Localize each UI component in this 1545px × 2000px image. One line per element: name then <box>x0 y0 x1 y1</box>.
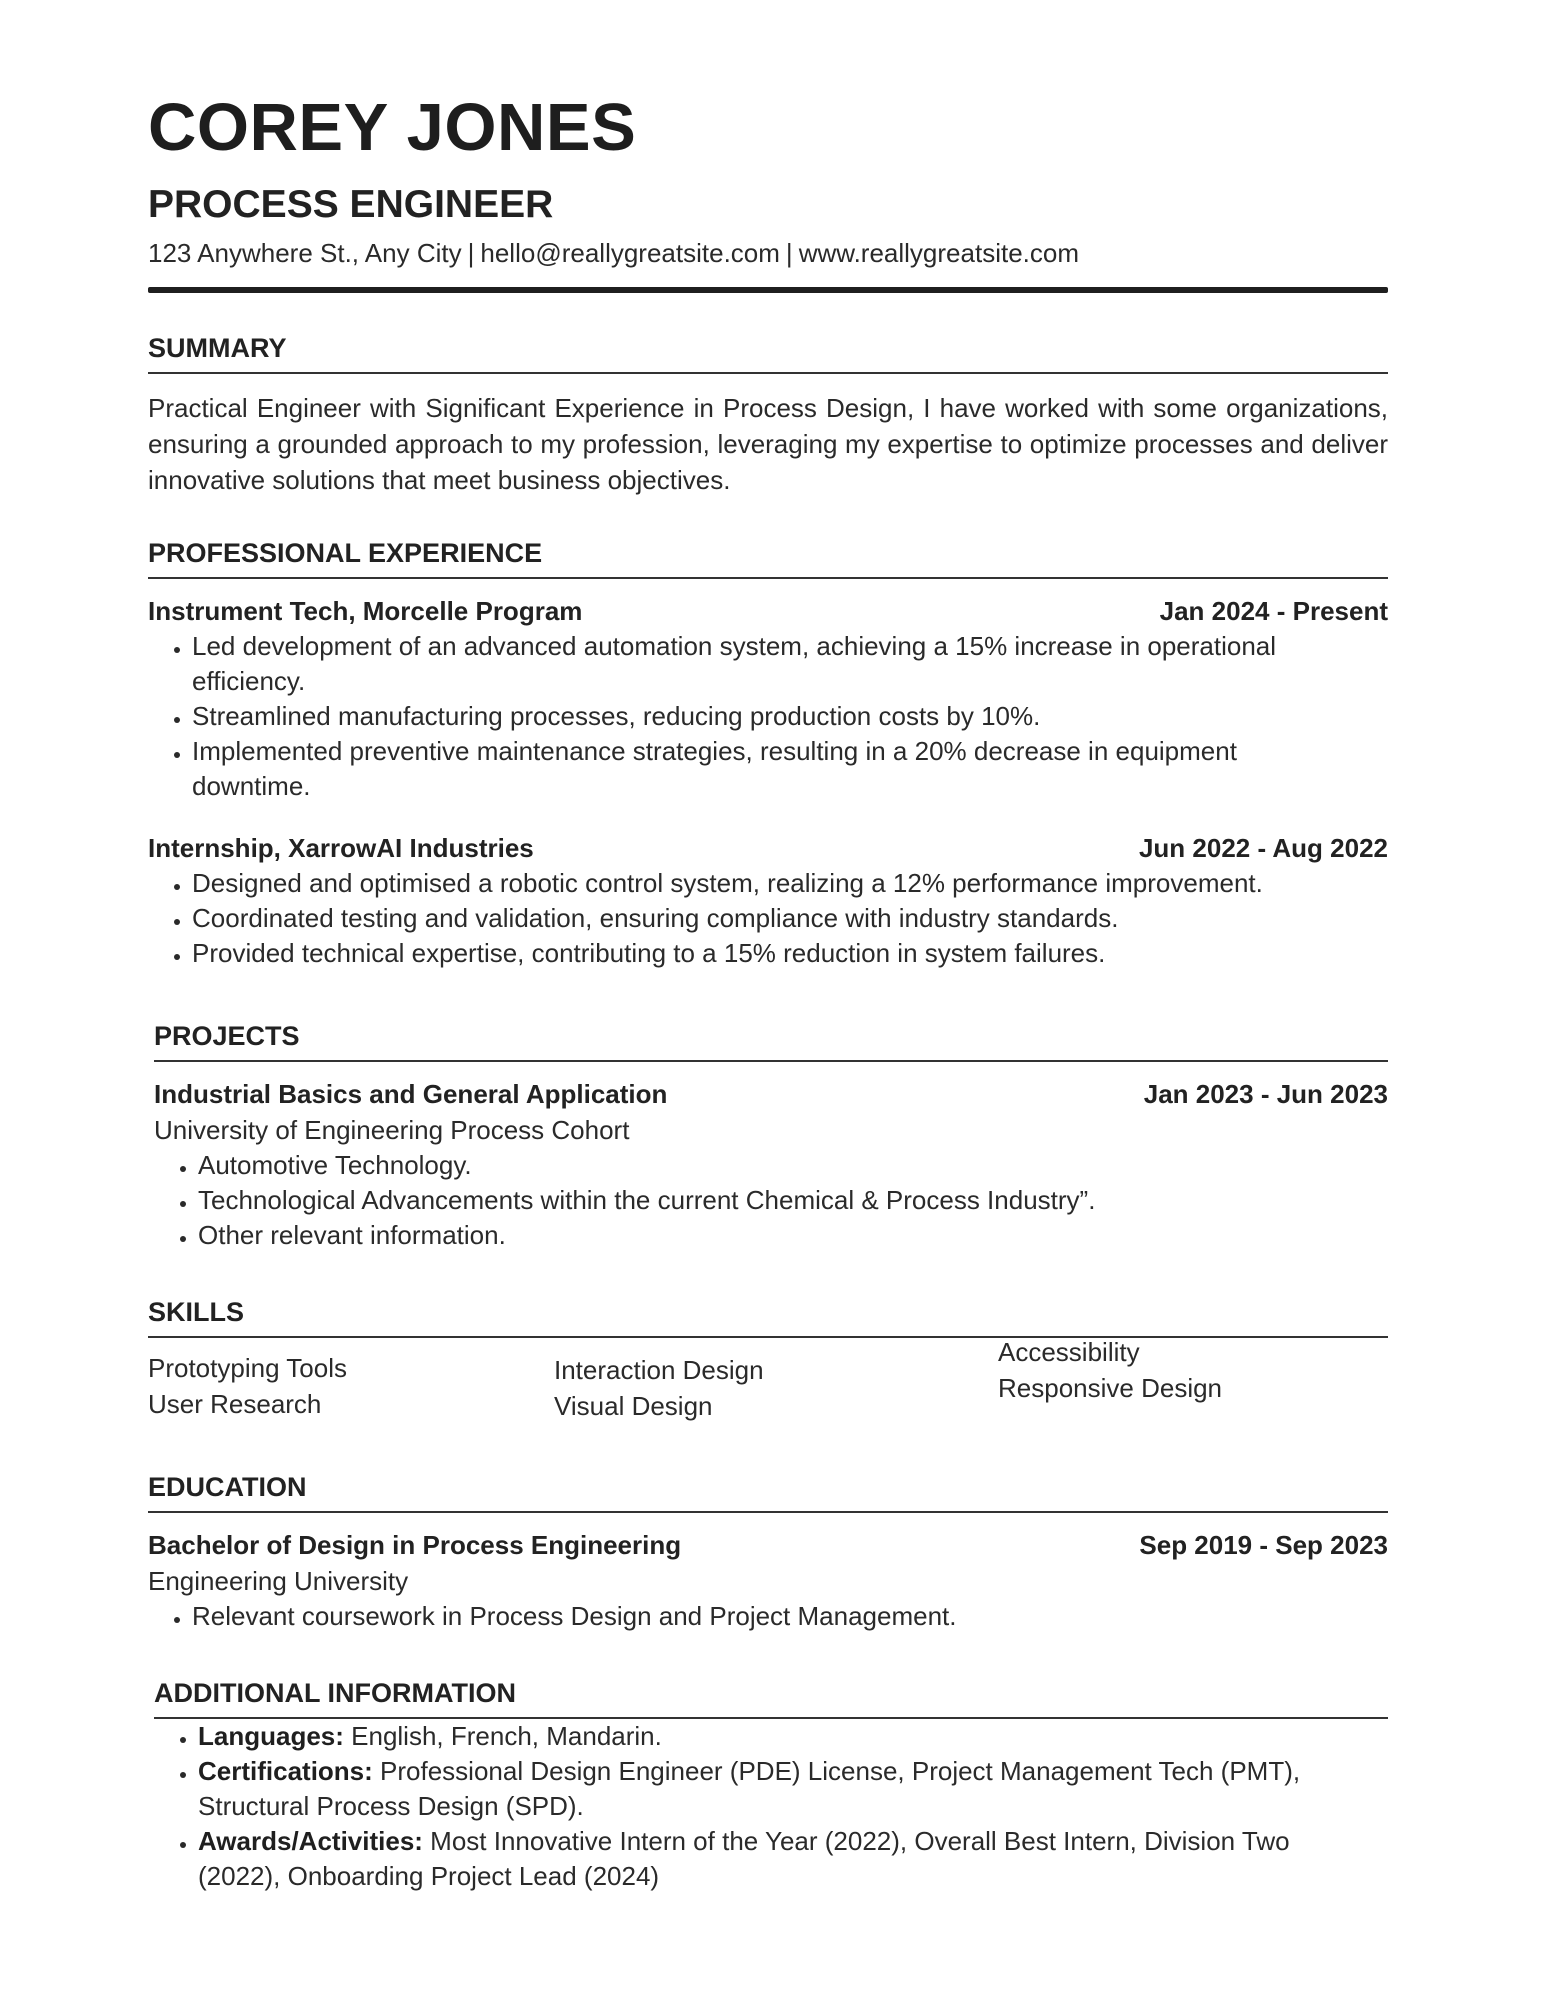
entry-header <box>148 1527 1388 1563</box>
header-divider <box>148 287 1388 293</box>
list-item: • Streamlined manufacturing processes, reducing production costs by 10%. <box>192 699 1352 734</box>
summary-text: Practical Engineer with Significant Experience in Process Design, I have worked with some organizations, ensuring a grounded approach to my profession, leveraging my expertise to optimize processes and deliver innovative solutions that meet business objectives. <box>148 393 1388 496</box>
job-bullets <box>148 629 1352 804</box>
skills-column <box>998 1334 1388 1424</box>
skills-column <box>554 1350 998 1424</box>
list-item <box>198 1754 1358 1824</box>
summary-section <box>148 335 1388 498</box>
additional-section <box>154 1680 1388 1894</box>
contact-line <box>148 238 1388 269</box>
contact-website[interactable]: www.reallygreatsite.com <box>798 238 1079 268</box>
contact-email[interactable]: hello@reallygreatsite.com <box>480 238 780 268</box>
list-item: • Designed and optimised a robotic control system, realizing a 12% performance improvement. <box>192 866 1388 901</box>
skill-item: Prototyping Tools <box>148 1353 347 1384</box>
section-title-projects: PROJECTS <box>154 1023 1388 1062</box>
resume-page <box>148 88 1388 1894</box>
list-item: • Technological Advancements within the current Chemical & Process Industry”. <box>198 1183 1388 1218</box>
education-section <box>148 1474 1388 1634</box>
job-bullets <box>148 866 1388 971</box>
skill-item: User Research <box>148 1389 322 1420</box>
job-dates: Jun 2022 - Aug 2022 <box>1138 833 1388 864</box>
skills-grid <box>148 1337 1388 1424</box>
contact-address: 123 Anywhere St., Any City <box>148 238 462 268</box>
list-item: • Implemented preventive maintenance strategies, resulting in a 20% decrease in equipment downtime. <box>192 734 1352 804</box>
candidate-name: COREY JONES <box>148 90 637 165</box>
additional-text: Professional Design Engineer (PDE) License, Project Management Tech (PMT), Structural Process Design (SPD). <box>198 1756 1301 1822</box>
job-title: PROCESS ENGINEER <box>148 183 554 226</box>
project-bullets <box>154 1148 1388 1253</box>
skill-item: Visual Design <box>554 1391 713 1422</box>
list-item <box>198 1719 1358 1754</box>
additional-label: Languages: <box>198 1721 344 1752</box>
project-dates: Jan 2023 - Jun 2023 <box>1143 1079 1388 1110</box>
section-title-skills: SKILLS <box>148 1299 1388 1338</box>
additional-text: English, French, Mandarin. <box>343 1721 662 1752</box>
contact-separator: | <box>785 238 793 268</box>
job-dates: Jan 2024 - Present <box>1159 596 1388 627</box>
skills-section <box>148 1299 1388 1424</box>
experience-entry <box>148 593 1388 804</box>
experience-entry <box>148 830 1388 971</box>
list-item: • Led development of an advanced automation system, achieving a 15% increase in operational efficiency. <box>192 629 1352 699</box>
additional-text: Most Innovative Intern of the Year (2022), Overall Best Intern, Division Two (2022), Onboarding Project Lead (2024) <box>198 1826 1290 1892</box>
education-entry <box>148 1527 1388 1634</box>
education-bullets <box>148 1599 1388 1634</box>
project-name: Industrial Basics and General Application <box>154 1079 668 1110</box>
list-item: • Automotive Technology. <box>198 1148 1388 1183</box>
contact-separator: | <box>467 238 475 268</box>
entry-header <box>148 830 1388 866</box>
list-item: • Relevant coursework in Process Design and Project Management. <box>192 1599 1388 1634</box>
skills-column <box>148 1350 554 1424</box>
list-item: • Other relevant information. <box>198 1218 1388 1253</box>
additional-list <box>154 1719 1358 1894</box>
additional-label: Certifications: <box>198 1756 373 1787</box>
entry-header <box>154 1076 1388 1112</box>
list-item <box>198 1824 1358 1894</box>
job-role: Internship, XarrowAI Industries <box>148 833 534 864</box>
skill-item: Interaction Design <box>554 1355 764 1386</box>
experience-section <box>148 540 1388 971</box>
job-role: Instrument Tech, Morcelle Program <box>148 596 583 627</box>
projects-section <box>154 1023 1388 1253</box>
skill-item: Responsive Design <box>998 1373 1223 1404</box>
section-title-additional: ADDITIONAL INFORMATION <box>154 1680 1388 1719</box>
project-entry <box>154 1076 1388 1253</box>
project-org: University of Engineering Process Cohort <box>154 1115 630 1146</box>
section-title-education: EDUCATION <box>148 1474 1388 1513</box>
list-item: • Coordinated testing and validation, ensuring compliance with industry standards. <box>192 901 1388 936</box>
section-title-experience: PROFESSIONAL EXPERIENCE <box>148 540 1388 579</box>
entry-header <box>148 593 1388 629</box>
section-title-summary: SUMMARY <box>148 335 1388 374</box>
school-name: Engineering University <box>148 1566 409 1597</box>
list-item: • Provided technical expertise, contributing to a 15% reduction in system failures. <box>192 936 1388 971</box>
degree-dates: Sep 2019 - Sep 2023 <box>1139 1530 1388 1561</box>
skill-item: Accessibility <box>998 1337 1140 1368</box>
additional-label: Awards/Activities: <box>198 1826 423 1857</box>
degree-name: Bachelor of Design in Process Engineering <box>148 1530 682 1561</box>
